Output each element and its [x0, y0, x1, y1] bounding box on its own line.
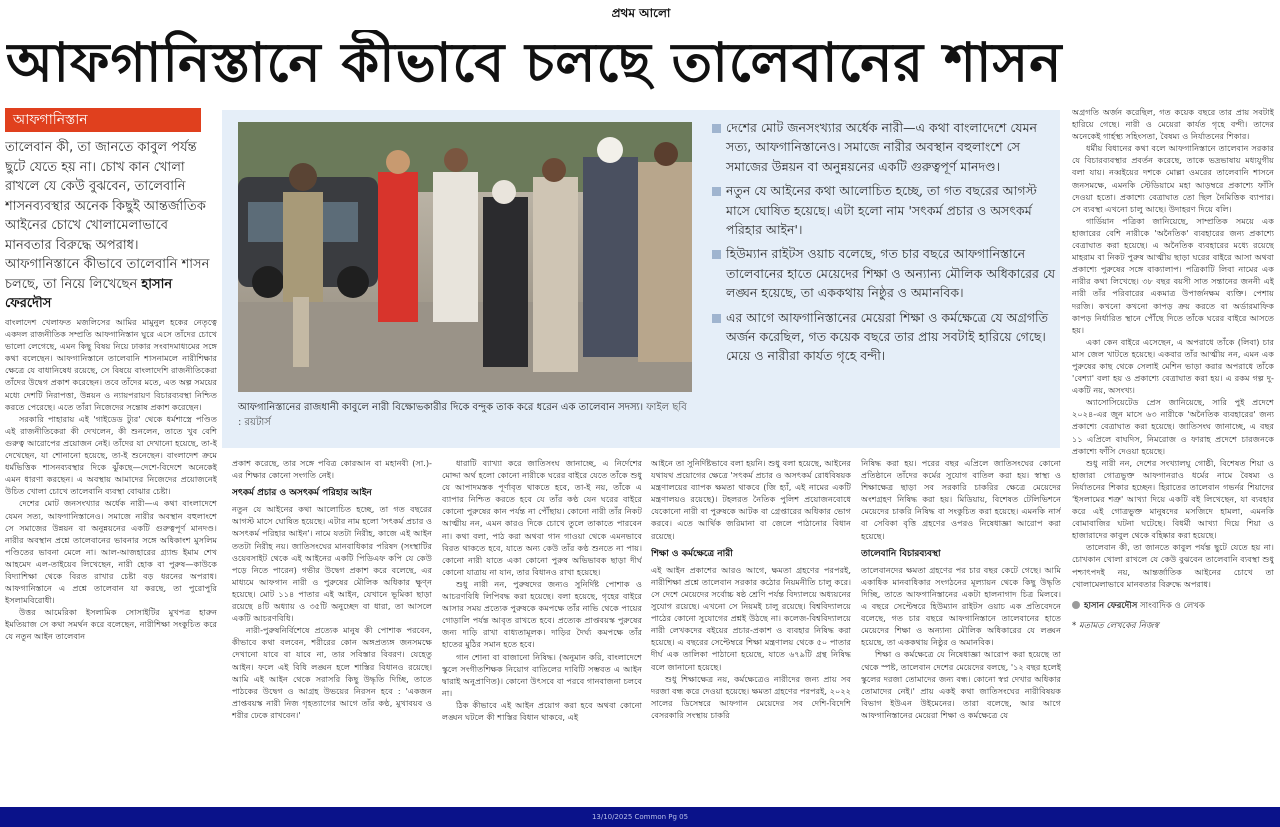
caption-main: আফগানিস্তানের রাজধানী কাবুলে নারী বিক্ষোভকারীর দিকে বন্দুক তাক করে ধরেন এক তালেবান সদস্য।	[238, 402, 644, 413]
photo-caption	[238, 400, 692, 436]
paragraph: ধারাটি ব্যাখ্যা করে জাতিসংঘ জানাচ্ছে, এ নির্দেশের মোদ্দা অর্থ হলো কোনো নারীকে ঘরের বাইরে যেতে তাঁকে শুধু যে আপাদমস্তক পূর্ণাবৃত থাকতে হবে, তা-ই নয়, তাঁকে এ ব্যাপার নিশ্চিত করতে হবে যে তাঁর কণ্ঠ যেন ঘরের বাইরে কোনো পুরুষের কান পর্যন্ত না পৌঁছায়। কোনো নারী তাঁর নিকট আত্মীয় নন, এমন কারও দিকে চোখে তুলে তাকাতে পারবেন না। কথা বলা, পাঠ করা অথবা গান গাওয়া থেকে এমনভাবে বিরত থাকতে হবে, যাতে অন্য কেউ তাঁর কণ্ঠ শুনতে না পায়। কোনো নারী যাতে একা কোনো পুরুষ অভিভাবক ছাড়া দীর্ঘ কোনো যাত্রায় না যান, তার বিধানও রাখা হয়েছে।	[442, 458, 642, 577]
paragraph: নতুন যে আইনের কথা আলোচিত হচ্ছে, তা গত বছরের আগস্ট মাসে ঘোষিত হয়েছে। এটার নাম হলো 'সৎকর্ম প্রচার ও অসৎকর্ম পরিহার আইন'। নামে যতটা নিরীহ, কাজে এই আইন ততটা নিরীহ নয়। জাতিসংঘের মানবাধিকার পরিষদ (সংস্থাটির ওয়েবসাইট থেকে এই আইনের একটি পিডিএফ কপি যে কেউ পড়ে নিতে পারেন) গভীর উদ্বেগ প্রকাশ করে বলেছে, এর মাধ্যমে আফগান নারী ও পুরুষের মৌলিক অধিকার ক্ষুণ্ন হয়েছে। মোট ১১৪ পাতার এই আইন, যেখানে ভূমিকা ছাড়া রয়েছে ৪টি অধ্যায় ও ৩৫টি অনুচ্ছেদ বা ধারা, তা আসলে একটি আচরণবিধি।	[232, 504, 432, 624]
subheading: সৎকর্ম প্রচার ও অসৎকর্ম পরিহার আইন	[232, 488, 372, 499]
paragraph: একা কেন বাইরে এসেছেন, এ অপরাধে তাঁকে (লিবা) চার মাস জেল খাটতে হয়েছে। একবার তাঁর আত্মীয় নন, এমন এক পুরুষের কাছ থেকে সেলাই মেশিন ভাড়া করার অপরাধে তাঁকে 'বেশ্যা' বলা হয় ও প্রকাশ্যে বেত্রাঘাত করা হয়। এ রকম গল্প দু-একটি নয়, অসংখ্য।	[1072, 336, 1274, 396]
square-bullet-icon	[712, 314, 721, 323]
highlight-item: হিউম্যান রাইটস ওয়াচ বলেছে, গত চার বছরে আফগানিস্তানে তালেবানের হাতে মেয়েদের শিক্ষা ও অন্যান্য মৌলিক অধিকারের যে লঙ্ঘন হয়েছে, তা এককথায় নিষ্ঠুর ও অমানবিক।	[712, 244, 1058, 302]
article-column-1	[5, 316, 217, 804]
highlights-list	[712, 118, 1058, 442]
paragraph: গান শোনা বা বাজানো নিষিদ্ধ। (অনুমান করি, বাংলাদেশে স্কুলে সংগীতশিক্ষক নিয়োগ বাতিলের দাবিটি সম্ভবত এ আইন দ্বারাই অনুপ্রাণিত)। কোনো উৎসবে বা পরবে গানবাজনা চলবে না।	[442, 651, 642, 698]
caption-credit: ফাইল ছবি : রয়টার্স	[238, 402, 687, 428]
paragraph: সরকারি পাহারায় এই 'গাইডেড ট্যুর' থেকে ধর্মশাস্ত্রে পণ্ডিত এই রাজনীতিকেরা কী দেখলেন, কী শুনলেন, তাতে খুব বেশি গুরুত্ব আরোপের প্রয়োজন নেই। তাঁদের যা দেখানো হয়েছে, তা-ই দেখেছেন, যা শোনানো হয়েছে, তা-ই শুনেছেন। বাংলাদেশ ক্রমে ধর্মভিত্তিক শাসনব্যবস্থার দিকে ঝুঁকছে—দেশে-বিদেশে অনেকেই এমন ধারণা করছেন। এ অবস্থায় আমাদের নিজেদের প্রয়োজনেই উচিত খোলা চোখে তালেবানি ব্যবস্থা বোঝার চেষ্টা।	[5, 413, 217, 497]
article-column-2	[232, 457, 432, 804]
square-bullet-icon	[712, 250, 721, 259]
paragraph: ঠিক কীভাবে এই আইন প্রয়োগ করা হবে অথবা কোনো লঙ্ঘন ঘটলে কী শাস্তির বিধান থাকবে, এই	[442, 699, 642, 722]
news-photo	[238, 122, 692, 392]
paragraph: তালেবানদের ক্ষমতা গ্রহণের পর চার বছর কেটে গেছে। আমি একাধিক মানবাধিকার সংগঠনের মূল্যায়ন থেকে কিছু উদ্ধৃতি দিচ্ছি, তাতে আফগানিস্তানের একটা হালনাগাদ চিত্র মিলবে। এ বছরে সেপ্টেম্বরে হিউম্যান রাইটস ওয়াচ এক প্রতিবেদনে বলেছে, গত চার বছরে আফগানিস্তানে তালেবানের হাতে মেয়েদের শিক্ষা ও অন্যান্য মৌলিক অধিকারের যে লঙ্ঘন হয়েছে, তা এককথায় নিষ্ঠুর ও অমানবিক।	[861, 564, 1061, 648]
paragraph: শুধু শিক্ষাক্ষেত্র নয়, কর্মক্ষেত্রেও নারীদের জন্য প্রায় সব দরজা বন্ধ করে দেওয়া হয়েছে। ক্ষমতা গ্রহণের পরপরই, ২০২২ সালের ডিসেম্বরে আফগান মেয়েদের সব দেশি-বিদেশি বেসরকারি সংস্থায় চাকরি	[651, 673, 851, 720]
headline: আফগানিস্তানে কীভাবে চলছে তালেবানের শাসন	[6, 31, 1063, 94]
highlight-item: দেশের মোট জনসংখ্যার অর্ধেক নারী—এ কথা বাংলাদেশে যেমন সত্য, আফগানিস্তানেও। সমাজে নারীর অবস্থান বহুলাংশে সে সমাজের উন্নয়ন বা অনুন্নয়নের একটি গুরুত্বপূর্ণ মানদণ্ড।	[712, 118, 1058, 176]
article-column-5	[861, 457, 1061, 804]
category-label: আফগানিস্তান	[5, 108, 201, 132]
article-column-4	[651, 457, 851, 804]
highlight-item: এর আগে আফগানিস্তানের মেয়েরা শিক্ষা ও কর্মক্ষেত্রে যে অগ্রগতি অর্জন করেছিল, গত কয়েক বছরে তার প্রায় সবটাই হারিয়ে গেছে। মেয়ে ও নারীরা কার্যত গৃহে বন্দী।	[712, 308, 1058, 366]
paragraph: দেশের মোট জনসংখ্যার অর্ধেক নারী—এ কথা বাংলাদেশে যেমন সত্য, আফগানিস্তানেও। সমাজে নারীর অবস্থান বহুলাংশে সে সমাজের উন্নয়ন বা অনুন্নয়নের একটি গুরুত্বপূর্ণ মানদণ্ড। নারীর অবস্থান প্রশ্নে তালেবানের ভাবনার সঙ্গে অধিকাংশ মুসলিম পণ্ডিতের ভাবনা মেলে না। আল-আজহারের গ্র্যান্ড ইমাম শেখ আহমেদ এল-তাইয়েব লিখেছেন, নারী হোক বা পুরুষ—কাউকে বিদ্যাশিক্ষা থেকে বিরত রাখার চেষ্টা বড় ধরনের অপরাধ। আফগানিস্তানে এ প্রশ্নে তালেবান যা করছে, তা পুরোপুরি ইসলামবিরোধী।	[5, 498, 217, 606]
intro-text: তালেবান কী, তা জানতে কাবুল পর্যন্ত ছুটে যেতে হয় না। চোখ কান খোলা রাখলে যে কেউ বুঝবেন, তালেবানি শাসনব্যবস্থার অনেক কিছুই আন্তর্জাতিক আইনের চোখে খোলামেলাভাবে মানবতার বিরুদ্ধে অপরাধ। আফগানিস্তানে কীভাবে তালেবানি শাসন চলছে, তা নিয়ে লিখেছেন	[5, 140, 210, 292]
bullet-dot-icon	[1072, 601, 1080, 609]
paragraph: প্রকাশ করেছে, তার সঙ্গে পবিত্র কোরআন বা মহানবী (সা.)-এর শিক্ষার কোনো সংগতি নেই।	[232, 458, 432, 481]
opinion-disclaimer: * মতামত লেখকের নিজস্ব	[1072, 620, 1159, 631]
intro-deck	[5, 138, 217, 308]
intro-author: হাসান ফেরদৌস	[5, 276, 173, 308]
paragraph: তালেবান কী, তা জানতে কাবুল পর্যন্ত ছুটে যেতে হয় না। চোখকান খোলা রাখলে যে কেউ বুঝবেন তালেবানি ব্যবস্থা শুধু পশ্চাৎপদই নয়, আন্তর্জাতিক আইনের চোখে তা খোলামেলাভাবে মানবতার বিরুদ্ধে অপরাধ।	[1072, 542, 1274, 589]
paragraph: অ্যাসোসিয়েটেড প্রেস জানিয়েছে, সারি পুই প্রদেশে ২০২৪-এর জুন মাসে ৬৩ নারীকে 'অনৈতিক ব্যবহারের' জন্য প্রকাশ্যে বেত্রাঘাত করা হয়েছে। জাতিসংঘ জানাচ্ছে, এ বছর ১১ এপ্রিলে বাঘদিস, নিমরোজ ও ফারাহ প্রদেশে চারজনকে প্রকাশ্যে ফাঁসি দেওয়া হয়েছে।	[1072, 397, 1274, 456]
paragraph: শিক্ষা ও কর্মক্ষেত্রে যে নিষেধাজ্ঞা আরোপ করা হয়েছে তা থেকে স্পষ্ট, তালেবান দেশের মেয়েদের বলছে, '১২ বছর হলেই স্কুলের দরজা তোমাদের জন্য বন্ধ। কোনো স্বপ্ন দেখার অধিকার তোমাদের নেই।' প্রায় একই কথা জাতিসংঘের নারীবিষয়ক বিভাগ ইউএন উইমেনের। তারা বলেছে, আর আগে আফগানিস্তানের মেয়েরা শিক্ষা ও কর্মক্ষেত্রে যে	[861, 649, 1061, 720]
paragraph: নিষিদ্ধ করা হয়। পরের বছর এপ্রিলে জাতিসংঘের কোনো প্রতিষ্ঠানে তাঁদের কর্মের সুযোগ বাতিল করা হয়। স্বাস্থ্য ও শিক্ষাক্ষেত্র ছাড়া সব সরকারি চাকরির ক্ষেত্রে মেয়েদের অংশগ্রহণ নিষিদ্ধ করা হয়। মিডিয়ায়, বিশেষত টেলিভিশনে মেয়েদের চাকরি নিষিদ্ধ বা সংকুচিত করা হয়েছে। এমনকি নার্স বা সেবিকা বৃত্তি গ্রহণের ওপরও নিষেধাজ্ঞা আরোপ করা হয়েছে।	[861, 458, 1061, 541]
highlight-item: নতুন যে আইনের কথা আলোচিত হচ্ছে, তা গত বছরের আগস্ট মাসে ঘোষিত হয়েছে। এটা হলো নাম 'সৎকর্ম প্রচার ও অসৎকর্ম পরিহার আইন'।	[712, 181, 1058, 239]
photo-illustration	[238, 122, 692, 392]
paragraph: অগ্রগতি অর্জন করেছিল, গত কয়েক বছরে তার প্রায় সবটাই হারিয়ে গেছে। নারী ও মেয়েরা কার্যত গৃহে বন্দী। তাদের অনেকেই গার্হস্থ্য সহিংসতা, বৈষম্য ও নির্যাতনের শিকার।	[1072, 107, 1274, 142]
paragraph: নারী-পুরুষনির্বিশেষে প্রত্যেক মানুষ কী পোশাক পরবেন, কীভাবে কথা বলবেন, শরীরের কোন অঙ্গপ্রত্যঙ্গ জনসমক্ষে দেখানো যাবে বা যাবে না, তার সবিস্তার বিবরণ। যেহেতু আইন। ফলে এই বিধি লঙ্ঘন হলে শাস্তির বিধানও রয়েছে। আমি এই আইন থেকে সরাসরি কিছু উদ্ধৃতি দিচ্ছি, তাতে পাঠকের উদ্বেগ ও আগ্রহ উভয়ের নিরসন হবে : 'একজন প্রাপ্তবয়স্ক নারী নিজ গৃহত্যাগের আগে তাঁর কণ্ঠ, মুখাবয়ব ও শরীর ঢেকে রাখবেন।'	[232, 625, 432, 720]
paragraph: শুধু নারী নন, দেশের সংখ্যালঘু গোষ্ঠী, বিশেষত শিয়া ও হাজারা গোত্রভুক্ত আফগানরাও ধর্মের নামে বৈষম্য ও নির্যাতনের শিকার হচ্ছেন। হিরাতের তালেবান গভর্নর শিয়াদের 'ইসলামের শত্রু' আখ্যা দিয়ে একটি বই লিখেছেন, যা ব্যবহার করে এই গোত্রভুক্ত মানুষদের মসজিদে হামলা, এমনকি বোমাবাজির ঘটনা ঘটেছে। বিধর্মী আখ্যা দিয়ে শিয়া ও হাজারাদের কাবুল থেকে বহিষ্কার করা হয়েছে।	[1072, 457, 1274, 541]
article-column-6	[1072, 106, 1274, 804]
paragraph: বাংলাদেশ খেলাফত মজলিসের আমির মামুনুল হকের নেতৃত্বে একদল রাজনীতিক সম্প্রতি আফগানিস্তান ঘুরে এসে তাঁদের চোখে ভালো লেগেছে, এমন কিছু বিষয় নিয়ে ঢাকার সংবাদমাধ্যমের সঙ্গে কথা বলেছেন। আফগানিস্তানে তালেবানি শাসনামলে নারীশিক্ষার ক্ষেত্রে যে বাধানিষেধ রয়েছে, সে বিষয়ে বাংলাদেশি রাজনীতিকেরা তাঁদের উদ্বেগ প্রকাশ করেছেন। তবে তাঁদের মতে, এত অল্প সময়ের মধ্যে দেশটি নিরাপত্তা, উন্নয়ন ও ন্যায়পরায়ণ বিচারব্যবস্থা নিশ্চিত করতে পেরেছে। এতে তাঁরা নিজেদের সন্তোষ প্রকাশ করেছেন।	[5, 317, 217, 412]
paragraph: ধর্মীয় বিধানের কথা বলে আফগানিস্তানে তালেবান সরকার যে বিচারব্যবস্থার প্রবর্তন করেছে, তাকে ভদ্রভাষায় মধ্যযুগীয় বলা যায়। নব্বইয়ের দশকে মোল্লা ওমরের তালেবানি শাসনে জনসমক্ষে, এমনকি স্টেডিয়ামে মহা আড়ম্বরে প্রকাশ্যে ফাঁসি দেওয়া হতো। প্রকাশ্যে বেত্রাঘাত তো ছিল নৈমিত্তিক ব্যাপার। সে ব্যবস্থা এখনো চালু আছে। উদাহরণ দিয়ে বলি।	[1072, 143, 1274, 214]
masthead-logo: প্রথম আলো	[611, 6, 671, 20]
paragraph: এই আইন প্রকাশের আরও আগে, ক্ষমতা গ্রহণের পরপরই, নারীশিক্ষা প্রশ্নে তালেবান সরকার কঠোর নিয়মনীতি চালু করে। সে দেশে মেয়েদের সর্বোচ্চ ষষ্ঠ শ্রেণি পর্যন্ত বিদ্যালয়ে অধ্যয়নের সুযোগ রয়েছে। এখনো সে নিয়মই চালু রয়েছে। বিশ্ববিদ্যালয়ে পাঠের কোনো সুযোগের প্রশ্নই উঠছে না। কলেজ-বিশ্ববিদ্যালয়ে নারী লেখকদের বইয়ের প্রচার-প্রকাশ ও ব্যবহার নিষিদ্ধ করা হয়েছে। এ বছরের সেপ্টেম্বরে শিক্ষা মন্ত্রণালয় থেকে ৫০ পাতার দীর্ঘ এক তালিকা পাঠানো হয়েছে, যাতে ৬৭৯টি গ্রন্থ নিষিদ্ধ বলে জানানো হয়েছে।	[651, 564, 851, 672]
article-column-3	[442, 457, 642, 804]
subheading: শিক্ষা ও কর্মক্ষেত্রে নারী	[651, 548, 733, 559]
square-bullet-icon	[712, 124, 721, 133]
page-footer: 13/10/2025 Common Pg 05	[0, 807, 1280, 827]
paragraph: আইনে তা সুনির্দিষ্টভাবে বলা হয়নি। শুধু বলা হয়েছে, আইনের যথাযথ প্রয়োগের ক্ষেত্রে 'সৎকর্ম প্রচার ও অসৎকর্ম রোধবিষয়ক মন্ত্রণালয়ের ব্যাপক ক্ষমতা থাকবে (জি হ্যাঁ, এই নামের একটি মন্ত্রণালয়ও রয়েছে)। টহলরত নৈতিক পুলিশ প্রয়োজনবোধে যেকোনো নারী বা পুরুষকে আটক বা গ্রেপ্তারের অধিকার ভোগ করবে। এতে আর্থিক জরিমানা বা জেলে পাঠানোর বিধান রয়েছে।	[651, 458, 851, 541]
square-bullet-icon	[712, 187, 721, 196]
subheading: তালেবানি বিচারব্যবস্থা	[861, 548, 941, 559]
paragraph: গার্ডিয়ান পত্রিকা জানিয়েছে, সাম্প্রতিক সময়ে এক হাজারের বেশি নারীকে 'অনৈতিক' ব্যবহারের জন্য প্রকাশ্যে বেত্রাঘাত করা হয়েছে। এ অনৈতিক ব্যবহারের মধ্যে রয়েছে মাহরাম বা নিকট পুরুষ আত্মীয় ছাড়া ঘরের বাইরে আসা অথবা প্রকাশ্যে পুরুষের সঙ্গে বাক্যালাপ। পত্রিকাটি লিবা নামের এক নারীর কথা লিখেছে। ৩৮ বছর বয়সী সাত সন্তানের জননী এই নারী তাঁর পরিবারের একমাত্র উপার্জনক্ষম ব্যক্তি। পেশায় দরজি। কখনো কখনো কাপড় ক্রয় করতে বা অর্ডারমাফিক কাপড় নির্ধারিত স্থানে পৌঁছে দিতে তাঁকে ঘরের বাইরে আসতে হয়।	[1072, 215, 1274, 335]
author-role: সাংবাদিক ও লেখক	[1140, 600, 1205, 611]
author-name: হাসান ফেরদৌস	[1084, 600, 1138, 611]
paragraph: উত্তর আমেরিকা ইসলামিক সোসাইটির মুখপত্র হারুন ইমতিয়াজ সে কথা সমর্থন করে বলেছেন, নারীশিক্ষা সংকুচিত করে যে নতুন আইন তালেবান	[5, 607, 217, 642]
paragraph: শুধু নারী নন, পুরুষদের জন্যও সুনির্দিষ্ট পোশাক ও আচরণবিধি লিপিবদ্ধ করা হয়েছে। বলা হয়েছে, গৃহের বাইরে আসার সময় প্রত্যেক পুরুষকে কমপক্ষে তাঁর নাভি থেকে পায়ের গোড়ালি পর্যন্ত আবৃত রাখতে হবে। প্রত্যেক প্রাপ্তবয়স্ক পুরুষের জন্য দাড়ি রাখা বাধ্যতামূলক। দাড়ির দৈর্ঘ্য কমপক্ষে তাঁর হাতের মুঠির সমান হতে হবে।	[442, 578, 642, 650]
author-credit	[1072, 600, 1274, 612]
